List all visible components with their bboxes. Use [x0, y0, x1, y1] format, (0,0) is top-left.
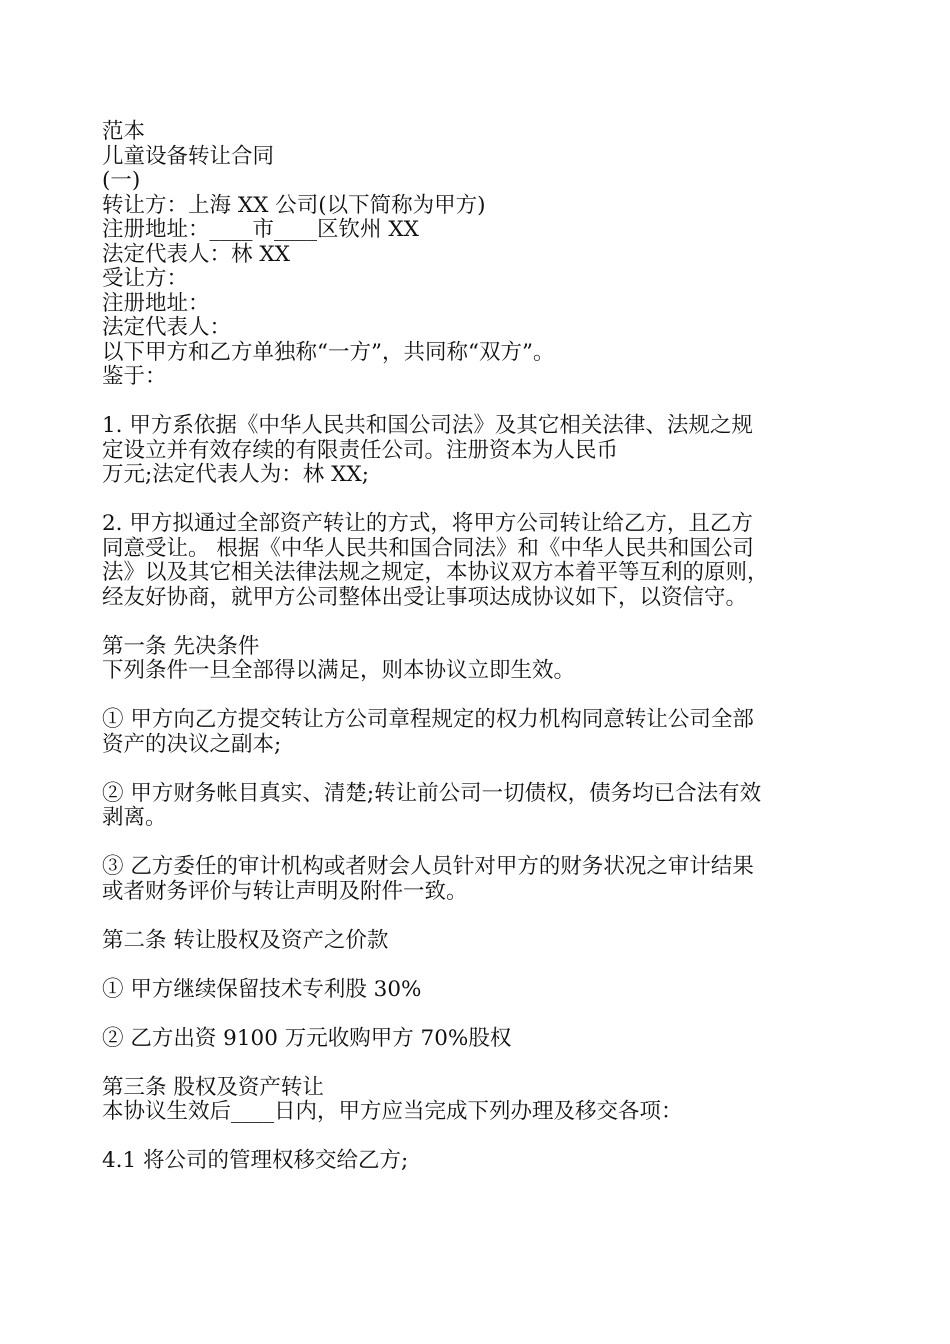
recital-2-line: 经友好协商，就甲方公司整体出受让事项达成协议如下，以资信守。 [102, 584, 748, 610]
doc-title: 儿童设备转让合同 [102, 143, 275, 169]
transferee-rep-line: 法定代表人： [102, 315, 232, 340]
recital-1-line: 定设立并有效存续的有限责任公司。注册资本为人民币 [102, 437, 619, 463]
spacer [102, 488, 862, 513]
article-1-heading: 第一条 先决条件 [102, 633, 260, 659]
contract-document [102, 120, 862, 1174]
transferee-line: 受让方： [102, 266, 189, 291]
article-2-heading: 第二条 转让股权及资产之价款 [102, 927, 389, 953]
recital-1-line: 万元;法定代表人为：林 XX; [102, 462, 369, 487]
doc-number: (一) [102, 168, 141, 193]
article-3-intro: 本协议生效后____日内，甲方应当完成下列办理及移交各项： [102, 1099, 683, 1124]
recital-2-line: 同意受让。 根据《中华人民共和国合同法》和《中华人民共和国公司 [102, 535, 754, 561]
transferor-rep-line: 法定代表人：林 XX [102, 241, 290, 267]
transferee-address-line: 注册地址： [102, 290, 210, 316]
transferor-address-line: 注册地址：____市____区钦州 XX [102, 217, 419, 242]
spacer [102, 953, 862, 978]
article-2-item-2: ② 乙方出资 9100 万元收购甲方 70%股权 [102, 1025, 512, 1051]
spacer [102, 904, 862, 929]
article-1-item-3-line: ③ 乙方委任的审计机构或者财会人员针对甲方的财务状况之审计结果 [102, 854, 754, 879]
article-2-item-1: ① 甲方继续保留技术专利股 30% [102, 976, 422, 1002]
doc-label: 范本 [102, 119, 146, 144]
recital-1-line: 1. 甲方系依据《中华人民共和国公司法》及其它相关法律、法规之规 [102, 413, 753, 438]
article-1-item-2-line: ② 甲方财务帐目真实、清楚;转让前公司一切债权，债务均已合法有效 [102, 780, 762, 806]
spacer [102, 757, 862, 782]
spacer [102, 390, 862, 415]
recital-2-line: 法》以及其它相关法律法规之规定，本协议双方本着平等互利的原则， [102, 560, 769, 585]
spacer [102, 831, 862, 856]
article-3-heading: 第三条 股权及资产转让 [102, 1074, 324, 1100]
parties-definition-line: 以下甲方和乙方单独称“一方”，共同称“双方”。 [102, 339, 555, 365]
article-1-item-3-line: 或者财务评价与转让声明及附件一致。 [102, 878, 468, 904]
whereas-line: 鉴于： [102, 364, 167, 389]
recital-2-line: 2. 甲方拟通过全部资产转让的方式，将甲方公司转让给乙方，且乙方 [102, 511, 753, 536]
article-1-item-2-line: 剥离。 [102, 805, 167, 830]
article-1-item-1-line: 资产的决议之副本; [102, 731, 282, 757]
spacer [102, 1051, 862, 1076]
transferor-line: 转让方：上海 XX 公司(以下简称为甲方) [102, 192, 486, 218]
article-3-item-4-1: 4.1 将公司的管理权移交给乙方; [102, 1148, 409, 1173]
article-1-item-1-line: ① 甲方向乙方提交转让方公司章程规定的权力机构同意转让公司全部 [102, 707, 754, 732]
article-1-intro: 下列条件一旦全部得以满足，则本协议立即生效。 [102, 658, 576, 683]
spacer [102, 610, 862, 635]
spacer [102, 684, 862, 709]
spacer [102, 1002, 862, 1027]
spacer [102, 1125, 862, 1150]
